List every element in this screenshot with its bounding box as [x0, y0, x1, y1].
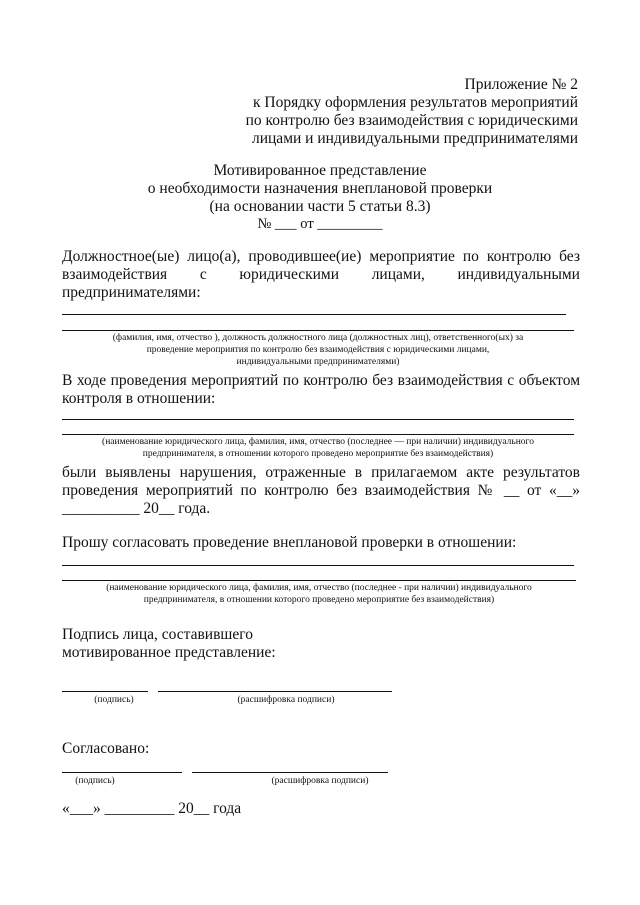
section1-word: с	[199, 266, 207, 283]
section2-caption-1: (наименование юридического лица, фамилия, имя, отчество (последнее — при наличии) индивидуального	[102, 437, 534, 447]
section1-word: юридическими	[239, 266, 340, 283]
approval-sign-caption: (подпись)	[75, 776, 115, 786]
section1-line-1: Должностное(ые) лицо(а), проводившее(ие) мероприятие по контролю без	[62, 248, 580, 265]
signature-decode-field	[158, 691, 392, 692]
approval-decode-caption: (расшифровка подписи)	[271, 776, 369, 786]
fill-line	[62, 434, 574, 435]
section1-line-2	[62, 266, 580, 284]
section3-line-3: __________ 20__ года.	[62, 500, 211, 517]
title-line-3: (на основании части 5 статьи 8.3)	[209, 198, 431, 215]
section3-line-2: проведения мероприятий по контролю без взаимодействия № __ от «__»	[62, 482, 580, 499]
section1-caption-2: проведение мероприятия по контролю без взаимодействия с юридическими лицами,	[146, 345, 490, 355]
fill-line	[62, 580, 576, 581]
section1-caption-1: (фамилия, имя, отчество ), должность должностного лица (должностных лиц), ответственного(ых) за	[112, 333, 524, 343]
section1-word: индивидуальными	[457, 266, 580, 283]
approval-label: Согласовано:	[62, 740, 150, 757]
approval-signature-field	[62, 772, 182, 773]
section1-caption-3: индивидуальными предпринимателями)	[236, 357, 400, 367]
section1-line-3: предпринимателями:	[62, 284, 201, 301]
appendix-label: Приложение № 2	[464, 76, 578, 93]
section4-line-1: Прошу согласовать проведение внеплановой проверки в отношении:	[62, 534, 517, 551]
section2-line-2: контроля в отношении:	[62, 390, 216, 407]
section1-word: лицами,	[371, 266, 425, 283]
signature-line-2: мотивированное представление:	[62, 644, 276, 661]
section4-caption-1: (наименование юридического лица, фамилия, имя, отчество (последнее - при наличии) индивидуального	[106, 583, 532, 593]
title-number-line: № ___ от _________	[257, 216, 383, 232]
section3-line-1: были выявлены нарушения, отраженные в прилагаемом акте результатов	[62, 464, 580, 481]
approval-date-line: «___» _________ 20__ года	[62, 800, 242, 817]
fill-line	[62, 565, 574, 566]
section4-caption-2: предпринимателя, в отношении которого проведено мероприятие без взаимодействия)	[143, 595, 495, 605]
title-line-2: о необходимости назначения внеплановой проверки	[147, 180, 493, 197]
signature-line-1: Подпись лица, составившего	[62, 626, 253, 643]
fill-line	[62, 314, 566, 315]
header-line-3: лицами и индивидуальными предпринимателями	[251, 130, 578, 147]
header-line-2: по контролю без взаимодействия с юридическими	[245, 112, 578, 129]
section2-caption-2: предпринимателя, в отношении которого проведено мероприятие без взаимодействия)	[142, 449, 494, 459]
signature-sign-caption: (подпись)	[94, 695, 134, 705]
signature-field	[62, 691, 148, 692]
header-line-1: к Порядку оформления результатов мероприятий	[252, 94, 578, 111]
signature-decode-caption: (расшифровка подписи)	[237, 695, 335, 705]
section1-word: взаимодействия	[62, 266, 168, 283]
fill-line	[62, 419, 574, 420]
title-line-1: Мотивированное представление	[213, 162, 427, 179]
approval-decode-field	[192, 772, 388, 773]
section2-line-1: В ходе проведения мероприятий по контролю без взаимодействия с объектом	[62, 372, 580, 389]
fill-line	[62, 330, 574, 331]
